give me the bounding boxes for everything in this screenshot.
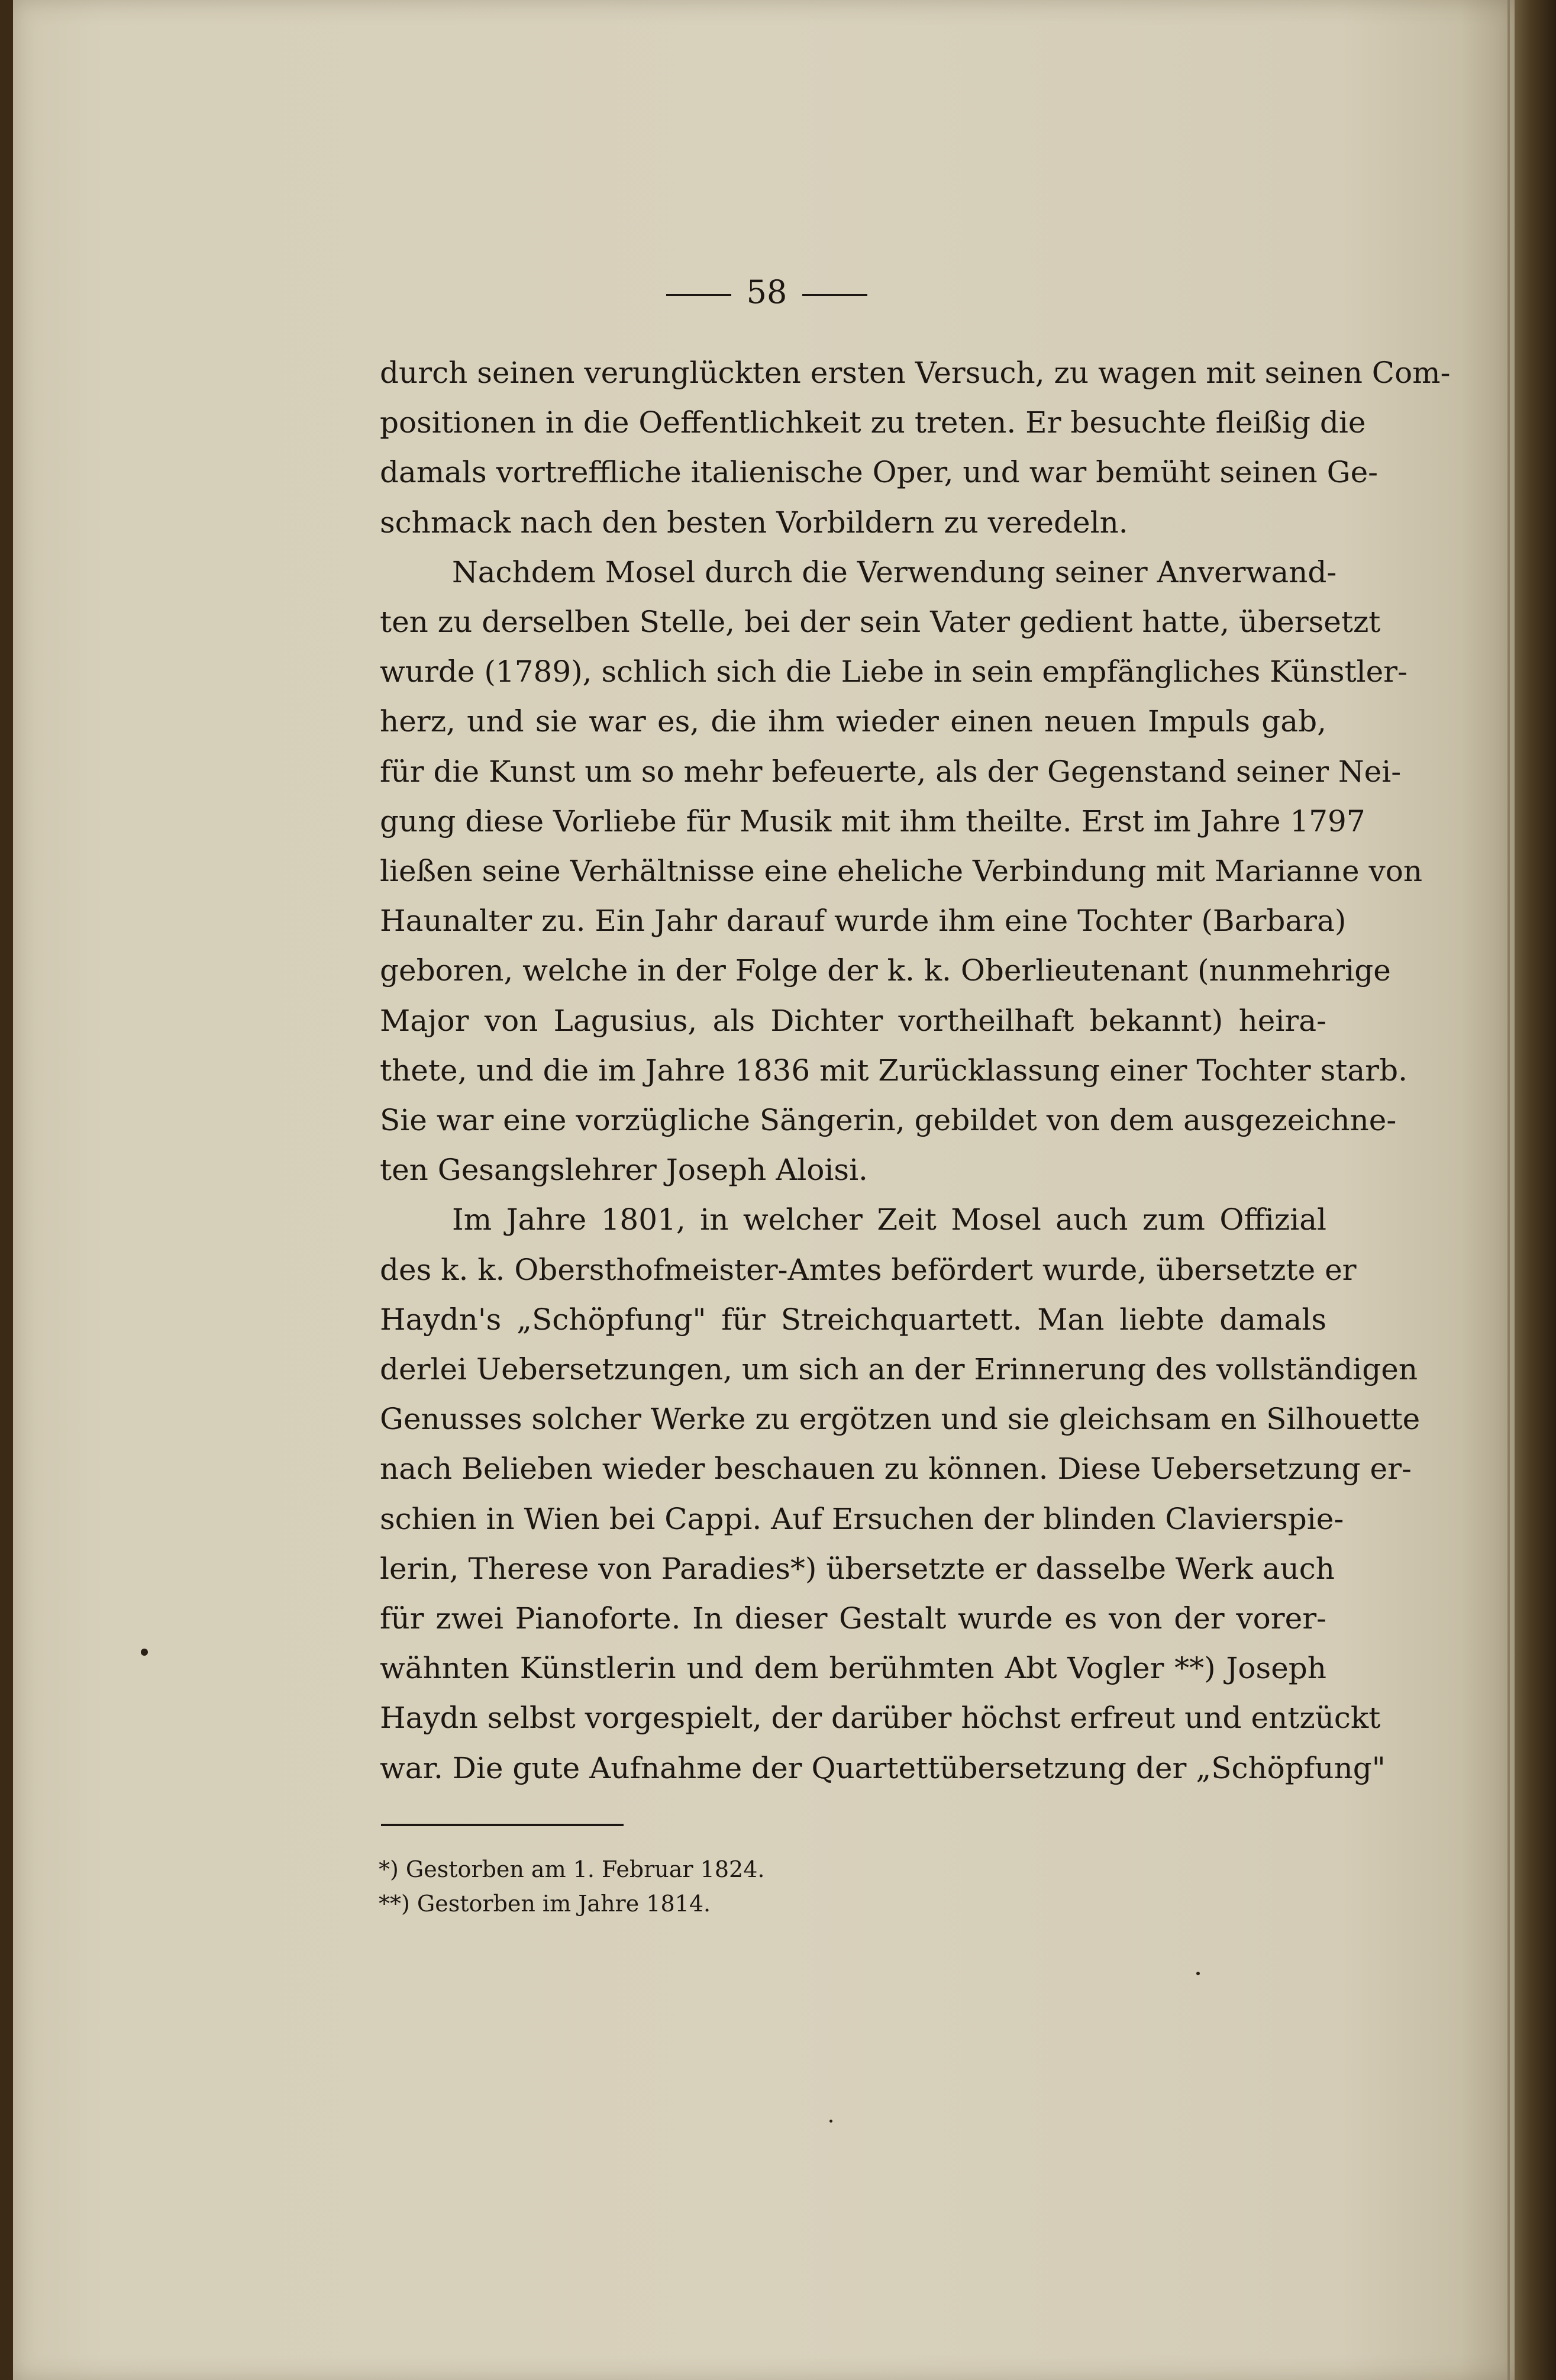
text-line: lerin, Therese von Paradies*) übersetzte er dasselbe Werk auch (380, 1551, 1335, 1586)
footnote-2: **) Gestorben im Jahre 1814. (379, 1891, 711, 1917)
text-line: derlei Uebersetzungen, um sich an der Erinnerung des vollständigen (380, 1352, 1418, 1387)
text-line: Major von Lagusius, als Dichter vortheilhaft bekannt) heira- (380, 1003, 1326, 1038)
text-line: ließen seine Verhältnisse eine eheliche Verbindung mit Marianne von (380, 854, 1423, 889)
text-line: Nachdem Mosel durch die Verwendung seiner Anverwand- (452, 554, 1337, 589)
text-line: für die Kunst um so mehr befeuerte, als der Gegenstand seiner Nei- (380, 754, 1402, 789)
page-number-header (13, 273, 1521, 311)
folio-dash-right (802, 294, 867, 296)
paper-page (13, 0, 1521, 2380)
text-line: ten Gesangslehrer Joseph Aloisi. (380, 1153, 868, 1188)
text-line: nach Belieben wieder beschauen zu können. Diese Uebersetzung er- (380, 1452, 1412, 1486)
folio-dash-left (666, 294, 731, 296)
text-line: schmack nach den besten Vorbildern zu veredeln. (380, 505, 1128, 540)
paragraph-2 (380, 547, 1423, 1195)
text-line: geboren, welche in der Folge der k. k. Oberlieutenant (nunmehrige (380, 953, 1391, 988)
footnotes (379, 1852, 1148, 1921)
paragraph-1 (380, 348, 1451, 547)
text-line: für zwei Pianoforte. In dieser Gestalt wurde es von der vorer- (380, 1601, 1326, 1636)
text-line: des k. k. Obersthofmeister-Amtes befördert wurde, übersetzte er (380, 1252, 1357, 1287)
text-line: war. Die gute Aufnahme der Quartettübersetzung der „Schöpfung" (380, 1750, 1386, 1785)
book-edge (1515, 0, 1556, 2380)
page-fold-line (1507, 0, 1510, 2380)
text-line: schien in Wien bei Cappi. Auf Ersuchen der blinden Clavierspie- (380, 1501, 1344, 1536)
text-line: durch seinen verunglückten ersten Versuch, zu wagen mit seinen Com- (380, 356, 1451, 390)
page-number: 58 (746, 273, 787, 311)
main-text (380, 348, 1451, 1793)
footnote-divider (381, 1824, 624, 1826)
ink-speck (141, 1649, 148, 1656)
text-line: positionen in die Oeffentlichkeit zu treten. Er besuchte fleißig die (380, 405, 1366, 440)
text-line: herz, und sie war es, die ihm wieder einen neuen Impuls gab, (380, 704, 1326, 739)
text-line: damals vortreffliche italienische Oper, und war bemüht seinen Ge- (380, 455, 1379, 490)
text-line: wurde (1789), schlich sich die Liebe in sein empfängliches Künstler- (380, 654, 1407, 689)
text-line: ten zu derselben Stelle, bei der sein Vater gedient hatte, übersetzt (380, 605, 1381, 640)
text-line: wähnten Künstlerin und dem berühmten Abt Vogler **) Joseph (380, 1651, 1326, 1686)
text-line: Haunalter zu. Ein Jahr darauf wurde ihm eine Tochter (Barbara) (380, 904, 1347, 939)
text-line: Haydn selbst vorgespielt, der darüber höchst erfreut und entzückt (380, 1701, 1381, 1736)
text-line: Sie war eine vorzügliche Sängerin, gebildet von dem ausgezeichne- (380, 1103, 1397, 1138)
paragraph-3 (380, 1195, 1421, 1792)
text-line: Haydn's „Schöpfung" für Streichquartett. Man liebte damals (380, 1302, 1326, 1337)
text-line: thete, und die im Jahre 1836 mit Zurücklassung einer Tochter starb. (380, 1053, 1407, 1088)
footnote-1: *) Gestorben am 1. Februar 1824. (379, 1856, 765, 1882)
text-line: gung diese Vorliebe für Musik mit ihm theilte. Erst im Jahre 1797 (380, 804, 1365, 839)
text-line: Im Jahre 1801, in welcher Zeit Mosel auch zum Offizial (452, 1202, 1326, 1237)
ink-speck (829, 2120, 832, 2123)
ink-speck (1196, 1972, 1200, 1975)
text-line: Genusses solcher Werke zu ergötzen und sie gleichsam en Silhouette (380, 1402, 1421, 1437)
